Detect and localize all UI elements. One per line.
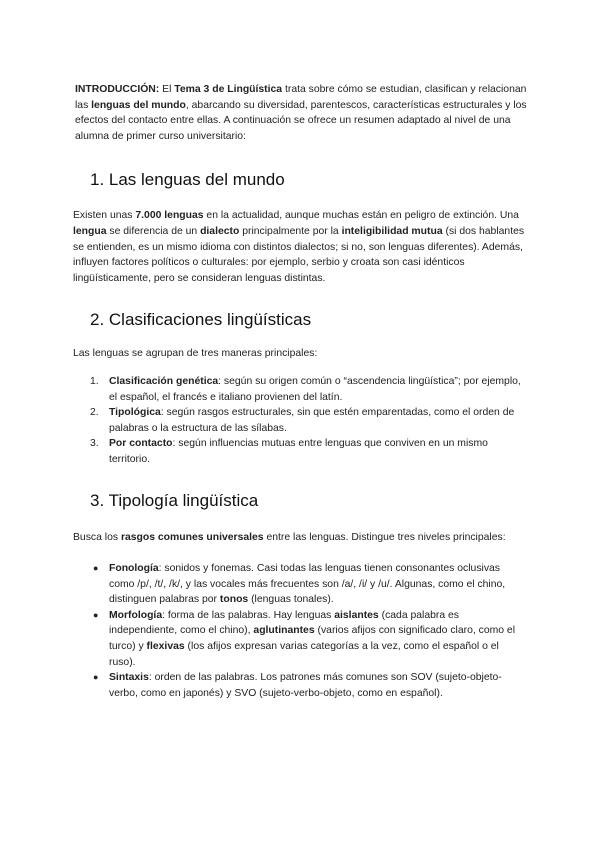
paragraph-text: Existen unas [73, 210, 136, 222]
list-item-text: : orden de las palabras. Los patrones más comunes son SOV (sujeto-objeto-verbo, como en japonés) y SVO (sujeto-verbo-objeto, como en español). [109, 672, 502, 699]
list-item-text: (varios afijos con significado claro, como el turco) y [109, 625, 516, 653]
list-item-term: Morfología [109, 609, 163, 621]
section-1-heading: 1. Las lenguas del mundo [90, 170, 285, 190]
list-item-term: Por contacto [109, 438, 173, 450]
bold-term: tonos [219, 594, 249, 606]
section-2-lead: Las lenguas se agrupan de tres maneras principales: [73, 348, 318, 360]
list-item-term: Clasificación genética [109, 375, 219, 387]
bold-term: dialecto [200, 225, 240, 237]
paragraph-text: Busca los [73, 531, 121, 543]
intro-text: , abarcando su diversidad, parentescos, características estructurales y los efectos del contacto entre ellas. A continuación se ofrece un resumen adaptado al nivel de una alumna de primer curso universitario: [75, 99, 527, 142]
paragraph-text: se diferencia de un [106, 225, 201, 237]
classification-list [73, 374, 528, 468]
list-number: 1. [90, 375, 99, 387]
list-item-text: : sonidos y fonemas. Casi todas las lenguas tienen consonantes oclusivas como /p/, /t/, /k/, y las vocales más frecuentes son /a/, /i/ y /u/. Algunas, como el chino, distinguen palabras por [109, 563, 506, 606]
section-3-lead [73, 530, 528, 546]
paragraph-text: en la actualidad, aunque muchas están en peligro de extinción. Una [203, 210, 519, 222]
paragraph-text: principalmente por la [239, 225, 342, 237]
bold-term: lengua [73, 225, 107, 237]
list-item [73, 561, 528, 608]
intro-text: trata sobre cómo se estudian, clasifican y relacionan las [75, 84, 527, 111]
intro-bold-topic: Tema 3 de Lingüística [174, 84, 283, 95]
intro-label: INTRODUCCIÓN: [75, 84, 160, 95]
list-item-text: (lenguas tonales). [248, 594, 334, 606]
list-item-text: : según rasgos estructurales, sin que estén emparentadas, como el orden de palabras o la estructura de las sílabas. [109, 407, 515, 434]
bullet-icon: ● [93, 563, 99, 574]
document-page [73, 82, 528, 701]
bold-term: 7.000 lenguas [135, 210, 204, 222]
paragraph-text: entre las lenguas. Distingue tres niveles principales: [263, 531, 506, 543]
typology-list [73, 561, 528, 701]
list-item [73, 436, 528, 467]
list-item [73, 608, 528, 670]
section-1-paragraph [73, 208, 528, 286]
list-item-text: (cada palabra es independiente, como el chino), [109, 609, 460, 637]
list-item-text: : según su origen común o “ascendencia lingüística”; por ejemplo, el español, el francés e italiano provienen del latín. [109, 375, 521, 403]
intro-bold-languages: lenguas del mundo [91, 99, 186, 111]
list-number: 3. [90, 438, 99, 450]
intro-paragraph [75, 82, 528, 144]
list-item-text: : según influencias mutuas entre lenguas que conviven en un mismo territorio. [109, 438, 488, 465]
list-item-term: Sintaxis [109, 672, 149, 684]
bold-term: aglutinantes [253, 625, 315, 637]
bold-term: aislantes [334, 609, 379, 621]
bold-term: rasgos comunes universales [120, 531, 264, 543]
list-item-term: Fonología [109, 563, 159, 575]
bullet-icon: ● [93, 609, 99, 620]
bold-term: inteligibilidad mutua [341, 225, 443, 237]
bullet-icon: ● [93, 672, 99, 683]
list-item [73, 670, 528, 701]
list-item [73, 405, 528, 436]
list-item [73, 374, 528, 405]
list-item-text: : forma de las palabras. Hay lenguas [162, 609, 335, 621]
bold-term: flexivas [146, 641, 185, 653]
list-item-text: (los afijos expresan varias categorías a la vez, como el español o el ruso). [109, 641, 499, 668]
paragraph-text: (si dos hablantes se entienden, es un mismo idioma con distintos dialectos; si no, son lenguas diferentes). Además, influyen factores políticos o culturales: por ejemplo, serbio y croata son casi idénticos lingüísticamente, pero se consideran lenguas distintas. [73, 225, 525, 284]
list-number: 2. [90, 407, 99, 419]
intro-text: El [159, 84, 175, 95]
section-2-heading: 2. Clasificaciones lingüísticas [90, 310, 312, 330]
list-item-term: Tipológica [109, 407, 161, 419]
section-3-heading: 3. Tipología lingüística [90, 490, 259, 510]
